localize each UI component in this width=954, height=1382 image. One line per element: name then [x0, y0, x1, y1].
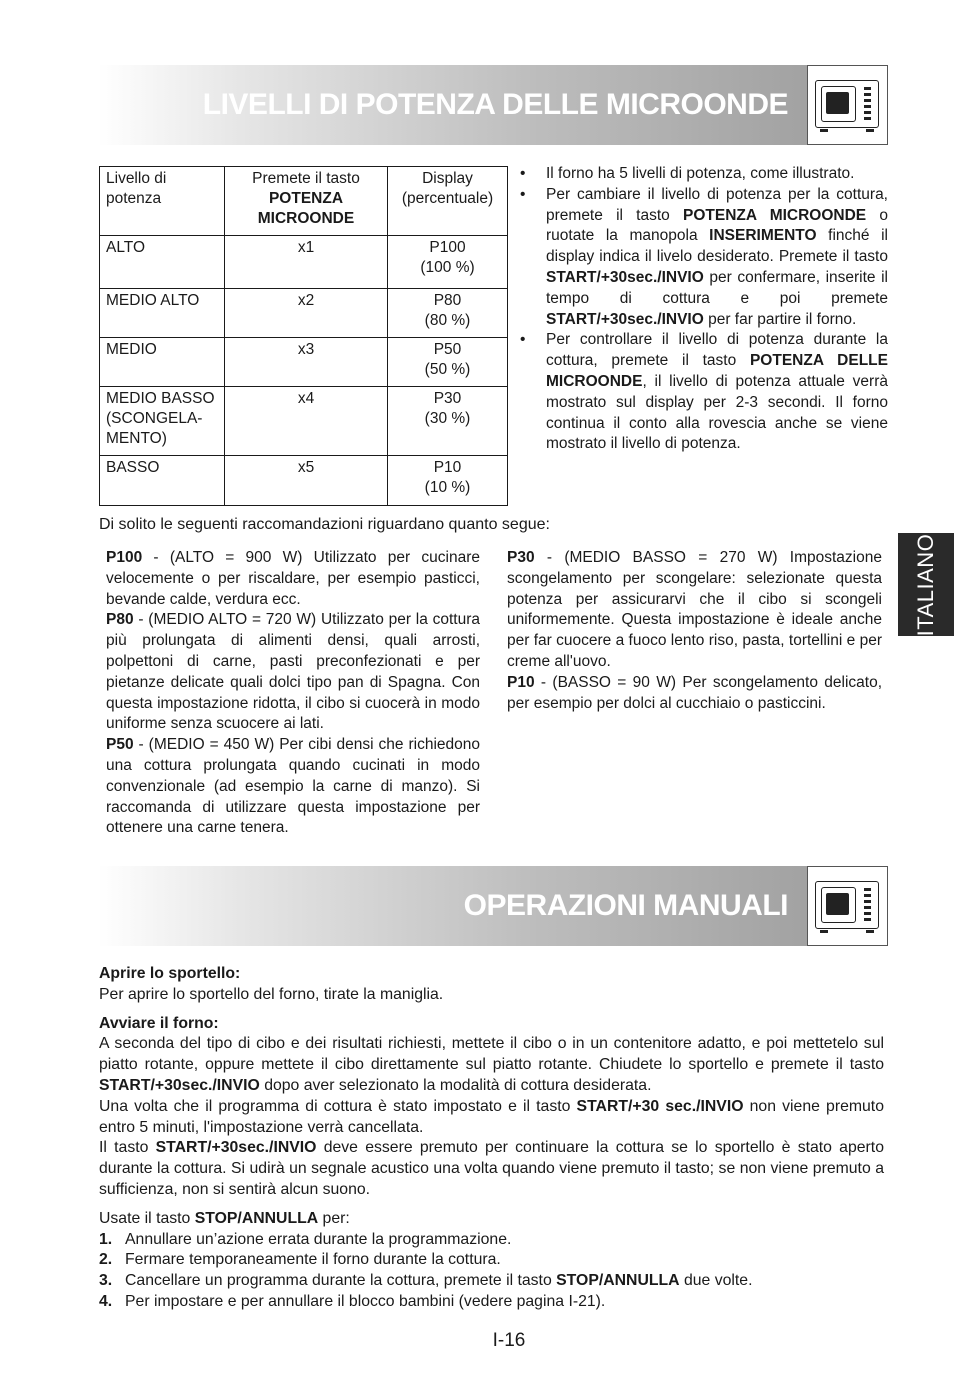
power-level-notes [520, 164, 888, 455]
bullet-item: • Il forno ha 5 livelli di potenza, come illustrato. [520, 164, 888, 185]
section-banner-power-levels [98, 65, 888, 145]
section-banner-manual-operations [98, 866, 888, 946]
recommendation-p30: P30 - (MEDIO BASSO = 270 W) Impostazione scongelamento per scongelare: selezionate questa potenza per assicurarvi che il cibo si scongeli uniformemente. Questa impostazione è ideale anche per far cuocere a fuoco lento riso, pasta, tortellini e per creme all'uovo. [507, 549, 882, 670]
list-item: 3. Cancellare un programma durante la cottura, premete il tasto STOP/ANNULLA due volte. [99, 1272, 753, 1290]
paragraph: Il tasto START/+30sec./INVIO deve essere premuto per continuare la cottura se lo sportello è stato aperto durante la cottura. Si udirà un segnale acustico una volta quando viene premuto il tasto; se non viene premuto a sufficienza, non si sentirà alcun suono. [99, 1139, 884, 1198]
paragraph: Una volta che il programma di cottura è stato impostato e il tasto START/+30 sec./INVIO non viene premuto entro 5 minuti, l'impostazione verrà cancellata. [99, 1097, 884, 1136]
recommendations-left-column [106, 548, 480, 839]
recommendations-right-column [507, 548, 882, 714]
table-header-level: Livello di potenza [100, 167, 225, 236]
table-row: MEDIO ALTO x2 P80 (80 %) [100, 289, 508, 338]
stop-cancel-list [99, 1230, 884, 1313]
microwave-oven-icon [807, 866, 888, 946]
bullet-item: • Per controllare il livello di potenza durante la cottura, premete il tasto POTENZA DELLE MICROONDE, il livello di potenza attuale verrà mostrato sul display per 2-3 secondi. Il forno continua il conto alla rovescia anche se viene mostrato il livello di potenza. [520, 330, 888, 455]
table-row: MEDIO BASSO (SCONGELA-MENTO) x4 P30 (30 %) [100, 387, 508, 456]
paragraph: Usate il tasto STOP/ANNULLA per: [99, 1209, 350, 1227]
paragraph: A seconda del tipo di cibo e dei risultati richiesti, mettete il cibo o in un contenitore adatto, e poi mettetelo sul piatto rotante, oppure mettete il cibo direttamente sul piatto rotante. Chiudete lo sportello e premete il tasto START/+30sec./INVIO dopo aver selezionato la modalità di cottura desiderata. [99, 1035, 884, 1094]
section-title: OPERAZIONI MANUALI [463, 889, 788, 922]
list-item: 1. Annullare un’azione errata durante la programmazione. [99, 1230, 512, 1248]
table-header-press: Premete il tasto POTENZA MICROONDE [225, 167, 388, 236]
recommendation-p10: P10 - (BASSO = 90 W) Per scongelamento delicato, per esempio per dolci al cucchiaio o pasticcini. [507, 673, 882, 712]
power-level-table [99, 166, 508, 506]
list-item: 2. Fermare temporaneamente il forno durante la cottura. [99, 1251, 501, 1269]
page-number: I-16 [492, 1330, 526, 1351]
heading-open-door: Aprire lo sportello: [99, 965, 241, 982]
recommendation-p50: P50 - (MEDIO = 450 W) Per cibi densi che richiedono una cottura prolungata quando cucinati in modo convenzionale (ad esempio la carne di manzo). Si raccomanda di utilizzare questa impostazione per ottenere una carne tenera. [106, 736, 480, 837]
table-row: ALTO x1 P100 (100 %) [100, 236, 508, 289]
heading-start-oven: Avviare il forno: [99, 1014, 219, 1032]
microwave-oven-icon [807, 65, 888, 145]
language-tab: ITALIANO [898, 533, 954, 636]
list-item: 4. Per impostare e per annullare il blocco bambini (vedere pagina I-21). [99, 1292, 606, 1310]
paragraph: Per aprire lo sportello del forno, tirate la maniglia. [99, 985, 444, 1003]
manual-operations-content [99, 964, 884, 1313]
table-row: MEDIO x3 P50 (50 %) [100, 338, 508, 387]
recommendations-intro: Di solito le seguenti raccomandazioni riguardano quanto segue: [99, 516, 550, 533]
bullet-item: • Per cambiare il livello di potenza per la cottura, premete il tasto POTENZA MICROONDE o ruotate la manopola INSERIMENTO finché il display indica il livelo desiderato. Premete il tasto START/+30sec./INVIO per confermare, inserite il tempo di cottura e poi premete START/+30sec./INVIO per far partire il forno. [520, 185, 888, 331]
section-title: LIVELLI DI POTENZA DELLE MICROONDE [202, 88, 788, 121]
table-row: BASSO x5 P10 (10 %) [100, 456, 508, 506]
recommendation-p100: P100 - (ALTO = 900 W) Utilizzato per cucinare velocemente o per riscaldare, per esempio pasticci, bevande calde, verdura ecc. [106, 549, 480, 608]
table-header-display: Display (percentuale) [388, 167, 508, 236]
recommendation-p80: P80 - (MEDIO ALTO = 720 W) Utilizzato per la cottura più prolungata di alimenti densi, quali arrosti, polpettoni di carne, pasti preconfezionati e per pietanze delicate quali dolci tipo pan di Spagna. Con questa impostazione ridotta, il cibo si cuocerà in modo uniforme senza scuocere ai lati. [106, 611, 480, 733]
